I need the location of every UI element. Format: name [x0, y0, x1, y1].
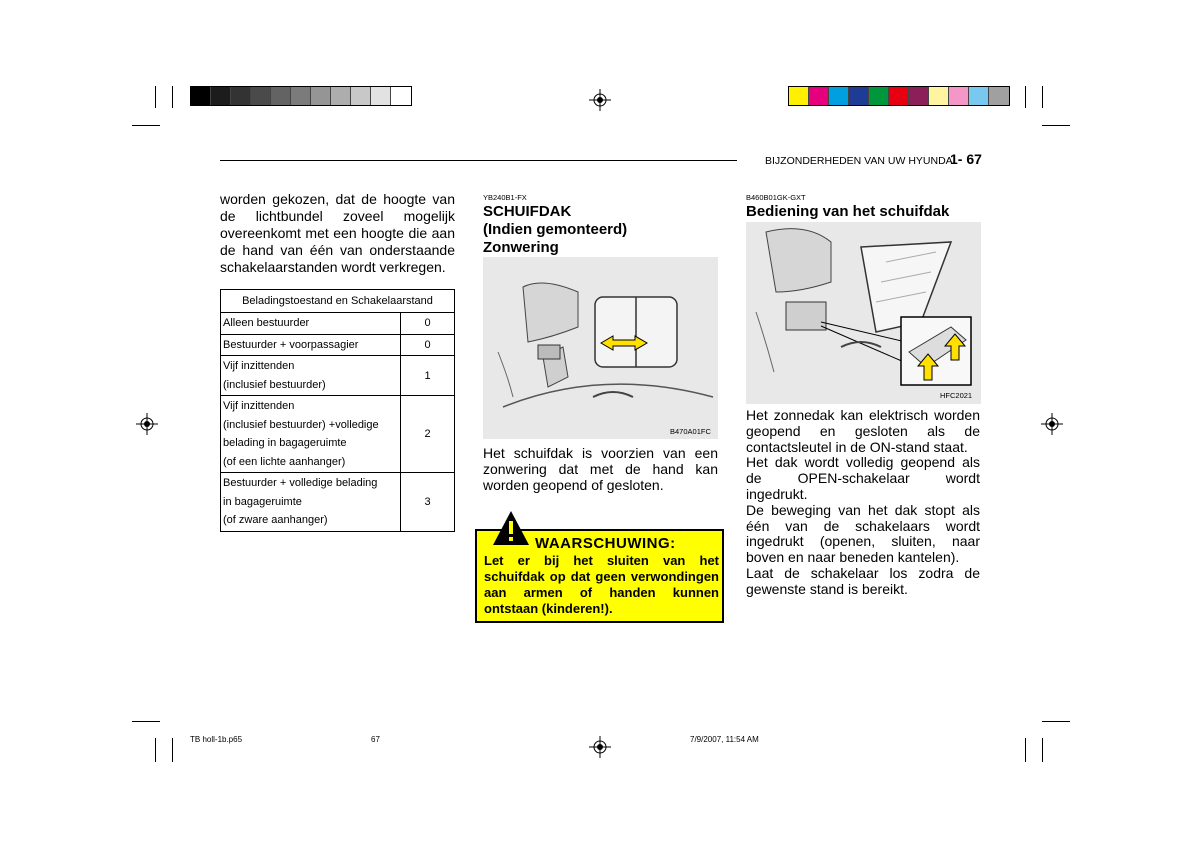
paragraph-line: De beweging van het dak stopt als één van de schakelaars wordt ingedrukt (openen, sluiten, naar boven en naar beneden kantelen). — [746, 501, 980, 566]
color-swatch — [351, 87, 371, 105]
row-description-line: belading in bagageruimte — [223, 437, 347, 449]
color-swatch — [291, 87, 311, 105]
color-swatch — [969, 87, 989, 105]
registration-mark-icon — [1041, 413, 1063, 435]
crop-mark — [155, 738, 156, 762]
color-swatch — [271, 87, 291, 105]
body-paragraph: worden gekozen, dat de hoogte van de lichtbundel zoveel mogelijk overeenkomt met een hoogte die aan de hand van één van onderstaande schakelaarstanden wordt verkregen. — [220, 191, 455, 275]
row-description — [221, 313, 401, 335]
color-swatch — [949, 87, 969, 105]
crop-mark — [1042, 738, 1043, 762]
crop-mark — [172, 86, 173, 108]
switch-position-value: 0 — [401, 313, 455, 335]
page-number: 1- 67 — [950, 151, 982, 167]
color-swatch — [929, 87, 949, 105]
switch-position-value: 3 — [401, 473, 455, 532]
warning-box — [475, 529, 724, 623]
warning-title: WAARSCHUWING: — [535, 535, 676, 552]
row-description-line: Vijf inzittenden — [223, 400, 295, 412]
color-swatch — [809, 87, 829, 105]
registration-mark-icon — [136, 413, 158, 435]
crop-mark — [172, 738, 173, 762]
section-heading — [483, 203, 627, 257]
figure-code: B470A01FC — [670, 427, 711, 436]
grayscale-color-bar — [190, 86, 412, 106]
color-swatch — [889, 87, 909, 105]
color-swatch — [251, 87, 271, 105]
footer-file: TB holl-1b.p65 — [190, 735, 243, 744]
section-code: B460B01GK-GXT — [746, 193, 806, 202]
body-paragraph — [746, 408, 980, 598]
sunroof-switch-illustration — [746, 222, 981, 404]
figure-code: HFC2021 — [940, 391, 973, 400]
switch-position-value: 0 — [401, 334, 455, 356]
row-description-line: (inclusief bestuurder) — [223, 378, 326, 391]
crop-mark — [1025, 86, 1026, 108]
warning-text: Let er bij het sluiten van het schuifdak op dat geen verwondingen aan armen of handen kunnen ontstaan (kinderen!). — [484, 553, 719, 616]
table-row — [221, 396, 455, 473]
row-description — [221, 396, 401, 473]
row-description-line: (of zware aanhanger) — [223, 514, 328, 526]
row-description — [221, 356, 401, 396]
registration-mark-icon — [589, 736, 611, 758]
footer-timestamp: 7/9/2007, 11:54 AM — [690, 735, 759, 744]
switch-position-value: 2 — [401, 396, 455, 473]
crop-mark — [132, 125, 160, 126]
registration-mark-icon — [589, 89, 611, 111]
crop-mark — [1042, 86, 1043, 108]
crop-mark — [155, 86, 156, 108]
color-swatch — [331, 87, 351, 105]
process-color-bar — [788, 86, 1010, 106]
header-rule — [220, 160, 737, 161]
sunshade-drawing — [483, 257, 718, 439]
row-description-line: Bestuurder + volledige belading — [223, 477, 378, 489]
sunroof-drawing — [746, 222, 981, 404]
heading-line: SCHUIFDAK — [483, 203, 572, 220]
color-swatch — [849, 87, 869, 105]
table-header: Beladingstoestand en Schakelaarstand — [221, 290, 455, 313]
color-swatch — [231, 87, 251, 105]
paragraph-line: Het dak wordt volledig geopend als de OPEN-schakelaar wordt ingedrukt. — [746, 454, 980, 502]
color-swatch — [371, 87, 391, 105]
table-row — [221, 313, 455, 335]
paragraph-line: Het zonnedak kan elektrisch worden geopend en gesloten als de contactsleutel in de ON-stand staat. — [746, 407, 980, 455]
color-swatch — [391, 87, 411, 105]
crop-mark — [1025, 738, 1026, 762]
switch-position-value: 1 — [401, 356, 455, 396]
table-row — [221, 356, 455, 396]
section-heading: Bediening van het schuifdak — [746, 203, 950, 220]
color-swatch — [191, 87, 211, 105]
sunshade-illustration — [483, 257, 718, 439]
heading-line: (Indien gemonteerd) — [483, 221, 628, 238]
section-title: BIJZONDERHEDEN VAN UW HYUNDAI — [765, 155, 956, 167]
section-code: YB240B1-FX — [483, 193, 527, 202]
heading-line: Zonwering — [483, 239, 559, 256]
row-description-line: Alleen bestuurder — [223, 317, 310, 329]
footer-page: 67 — [371, 735, 380, 744]
color-swatch — [909, 87, 929, 105]
crop-mark — [1042, 125, 1070, 126]
color-swatch — [869, 87, 889, 105]
color-swatch — [311, 87, 331, 105]
crop-mark — [1042, 721, 1070, 722]
warning-triangle-icon — [491, 509, 531, 547]
color-swatch — [789, 87, 809, 105]
color-swatch — [829, 87, 849, 105]
table-row — [221, 473, 455, 532]
table-row — [221, 334, 455, 356]
row-description — [221, 473, 401, 532]
color-swatch — [989, 87, 1009, 105]
row-description — [221, 334, 401, 356]
load-switch-table — [220, 289, 455, 532]
body-paragraph: Het schuifdak is voorzien van een zonwering dat met de hand kan worden geopend of gesloten. — [483, 445, 718, 493]
row-description-line: in bagageruimte — [223, 495, 302, 508]
color-swatch — [211, 87, 231, 105]
row-description-line: (of een lichte aanhanger) — [223, 455, 346, 468]
crop-mark — [132, 721, 160, 722]
paragraph-line: Laat de schakelaar los zodra de gewenste stand is bereikt. — [746, 564, 980, 597]
row-description-line: Vijf inzittenden — [223, 360, 295, 372]
row-description-line: Bestuurder + voorpassagier — [223, 338, 359, 351]
row-description-line: (inclusief bestuurder) +volledige — [223, 418, 379, 431]
